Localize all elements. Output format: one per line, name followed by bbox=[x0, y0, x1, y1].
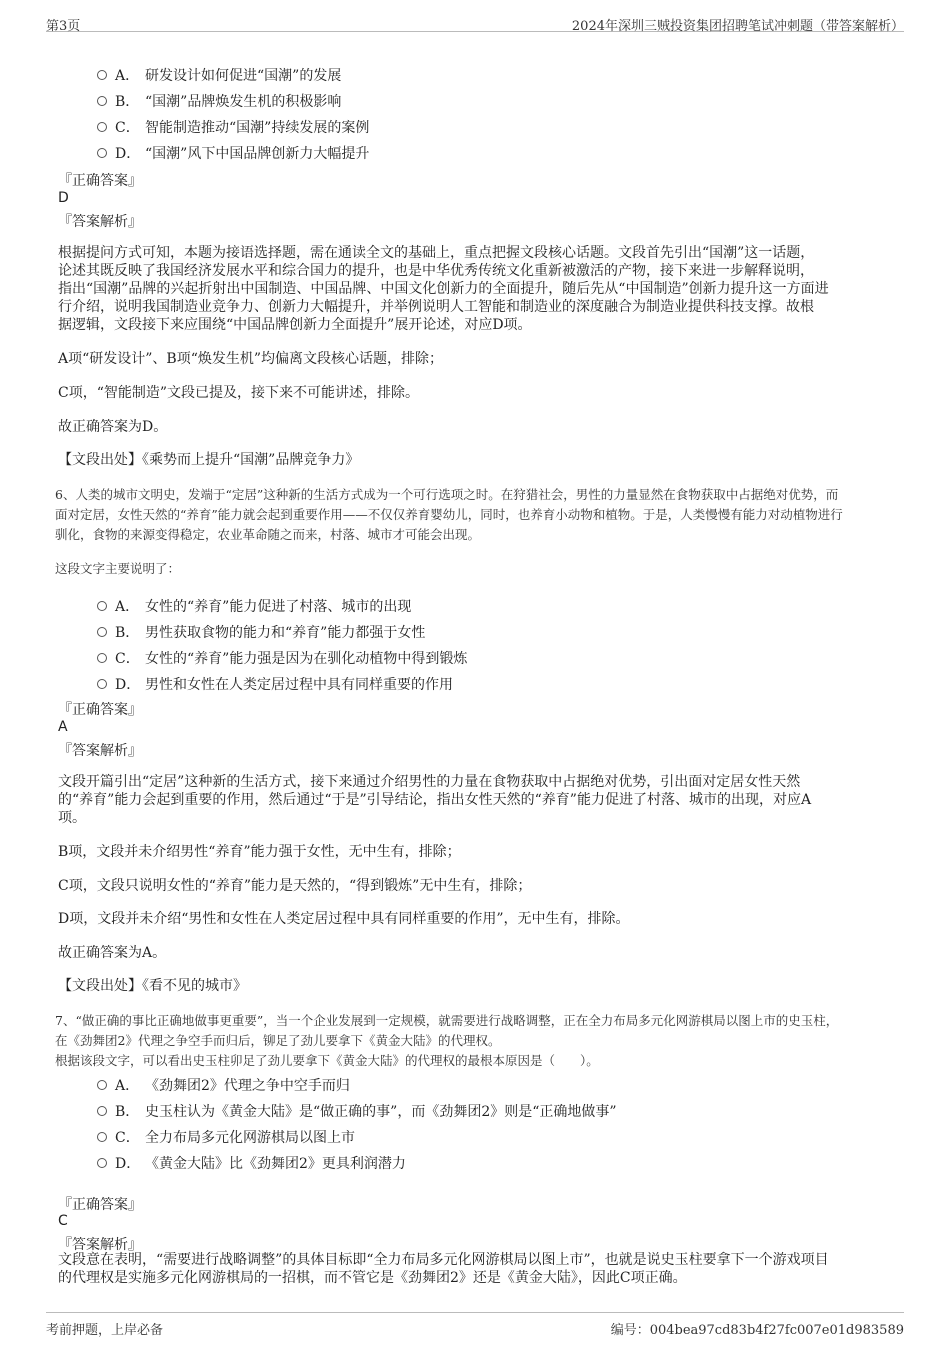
q7-option-c[interactable]: C． 全力布局多元化网游棋局以图上市 bbox=[97, 1127, 355, 1147]
q7-option-b[interactable]: B． 史玉柱认为《黄金大陆》是“做正确的事”，而《劲舞团2》则是“正确地做事” bbox=[97, 1101, 617, 1121]
q6-question: 这段文字主要说明了： bbox=[55, 561, 181, 576]
q6-exclude-b: B项，文段并未介绍男性“养育”能力强于女性，无中生有，排除； bbox=[58, 844, 461, 860]
q5-exclude-c: C项，“智能制造”文段已提及，接下来不可能讲述，排除。 bbox=[58, 385, 420, 401]
q7-option-a[interactable]: A． 《劲舞团2》代理之争中空手而归 bbox=[97, 1075, 350, 1095]
radio-icon[interactable] bbox=[97, 148, 107, 158]
q6-source: 【文段出处】《看不见的城市》 bbox=[58, 978, 247, 994]
q7-option-d[interactable]: D． 《黄金大陆》比《劲舞团2》更具利润潜力 bbox=[97, 1153, 406, 1173]
radio-icon[interactable] bbox=[97, 1132, 107, 1142]
page-number: 第3页 bbox=[46, 19, 81, 34]
q7-stem: 7、“做正确的事比正确地做事更重要”，当一个企业发展到一定规模，就需要进行战略调整，正在全力布局多元化网游棋局以图上市的史玉柱， 在《劲舞团2》代理之争空手而归后，铆足了劲儿要拿下《黄金大陆》的代理权。 根据该段文字，可以看出史玉柱卯足了劲儿要拿下《黄金大陆》的代理权的最根本原因是（ ）。 bbox=[55, 1013, 839, 1068]
q5-answer: D bbox=[58, 190, 69, 206]
q5-option-b[interactable]: B． “国潮”品牌焕发生机的积极影响 bbox=[97, 91, 341, 111]
radio-icon[interactable] bbox=[97, 1106, 107, 1116]
q6-option-a[interactable]: A． 女性的“养育”能力促进了村落、城市的出现 bbox=[97, 596, 411, 616]
q6-option-c[interactable]: C． 女性的“养育”能力强是因为在驯化动植物中得到锻炼 bbox=[97, 648, 467, 668]
q6-analysis: 文段开篇引出“定居”这种新的生活方式，接下来通过介绍男性的力量在食物获取中占据绝对优势，引出面对定居女性天然 的“养育”能力会起到重要的作用，然后通过“于是”引导结论，指出女性天然的“养育”能力促进了村落、城市的出现，对应A 项。 bbox=[58, 774, 812, 826]
correct-answer-label: 『正确答案』 bbox=[58, 1197, 142, 1213]
q6-option-d[interactable]: D． 男性和女性在人类定居过程中具有同样重要的作用 bbox=[97, 674, 453, 694]
q5-option-d[interactable]: D． “国潮”风下中国品牌创新力大幅提升 bbox=[97, 143, 369, 163]
q7-analysis: 文段意在表明，“需要进行战略调整”的具体目标即“全力布局多元化网游棋局以图上市”，也就是说史玉柱要拿下一个游戏项目 的代理权是实施多元化网游棋局的一招棋，而不管它是《劲舞团2》还是《黄金大陆》，因此C项正确。 bbox=[58, 1252, 829, 1286]
q5-option-a[interactable]: A． 研发设计如何促进“国潮”的发展 bbox=[97, 65, 341, 85]
radio-icon[interactable] bbox=[97, 122, 107, 132]
radio-icon[interactable] bbox=[97, 653, 107, 663]
q6-conclusion: 故正确答案为A。 bbox=[58, 945, 167, 961]
q6-stem: 6、人类的城市文明史，发端于“定居”这种新的生活方式成为一个可行选项之时。在狩猎社会，男性的力量显然在食物获取中占据绝对优势，而 面对定居，女性天然的“养育”能力就会起到重要作用——不仅仅养育婴幼儿，同时，也养育小动物和植物。于是，人类慢慢有能力对动植物进行 驯化，食物的来源变得稳定，农业革命随之而来，村落、城市才可能会出现。 bbox=[55, 487, 843, 542]
q6-exclude-d: D项，文段并未介绍“男性和女性在人类定居过程中具有同样重要的作用”，无中生有，排除。 bbox=[58, 911, 630, 927]
analysis-label: 『答案解析』 bbox=[58, 1237, 142, 1253]
analysis-label: 『答案解析』 bbox=[58, 214, 142, 230]
page-footer bbox=[46, 1312, 904, 1339]
radio-icon[interactable] bbox=[97, 1080, 107, 1090]
correct-answer-label: 『正确答案』 bbox=[58, 702, 142, 718]
q6-exclude-c: C项，文段只说明女性的“养育”能力是天然的，“得到锻炼”无中生有，排除； bbox=[58, 878, 532, 894]
radio-icon[interactable] bbox=[97, 96, 107, 106]
analysis-label: 『答案解析』 bbox=[58, 743, 142, 759]
document-id: 编号：004bea97cd83b4f27fc007e01d983589 bbox=[610, 1323, 904, 1338]
q6-option-b[interactable]: B． 男性获取食物的能力和“养育”能力都强于女性 bbox=[97, 622, 425, 642]
correct-answer-label: 『正确答案』 bbox=[58, 173, 142, 189]
radio-icon[interactable] bbox=[97, 70, 107, 80]
q5-source: 【文段出处】《乘势而上提升“国潮”品牌竞争力》 bbox=[58, 452, 360, 468]
q7-answer: C bbox=[58, 1213, 68, 1229]
q5-option-c[interactable]: C． 智能制造推动“国潮”持续发展的案例 bbox=[97, 117, 369, 137]
q5-analysis: 根据提问方式可知，本题为接语选择题，需在通读全文的基础上，重点把握文段核心话题。文段首先引出“国潮”这一话题， 论述其既反映了我国经济发展水平和综合国力的提升，也是中华优秀传统文化重新被激活的产物，接下来进一步解释说明， 指出“国潮”品牌的兴起折射出中国制造、中国品牌、中国文化创新力的全面提升，随后先从“中国制造”创新力提升这一方面进 行介绍，说明我国制造业竞争力、创新力大幅提升，并举例说明人工智能和制造业的深度融合为制造业提供科技支撑。故根 据逻辑，文段接下来应围绕“中国品牌创新力全面提升”展开论述，对应D项。 bbox=[58, 245, 829, 333]
radio-icon[interactable] bbox=[97, 1158, 107, 1168]
q6-answer: A bbox=[58, 719, 68, 735]
page-header bbox=[46, 11, 904, 32]
radio-icon[interactable] bbox=[97, 679, 107, 689]
document-title: 2024年深圳三贼投资集团招聘笔试冲刺题（带答案解析） bbox=[571, 19, 904, 34]
footer-slogan: 考前押题，上岸必备 bbox=[46, 1323, 164, 1338]
radio-icon[interactable] bbox=[97, 627, 107, 637]
q5-exclude-ab: A项“研发设计”、B项“焕发生机”均偏离文段核心话题，排除； bbox=[58, 351, 444, 367]
radio-icon[interactable] bbox=[97, 601, 107, 611]
q5-conclusion: 故正确答案为D。 bbox=[58, 419, 168, 435]
